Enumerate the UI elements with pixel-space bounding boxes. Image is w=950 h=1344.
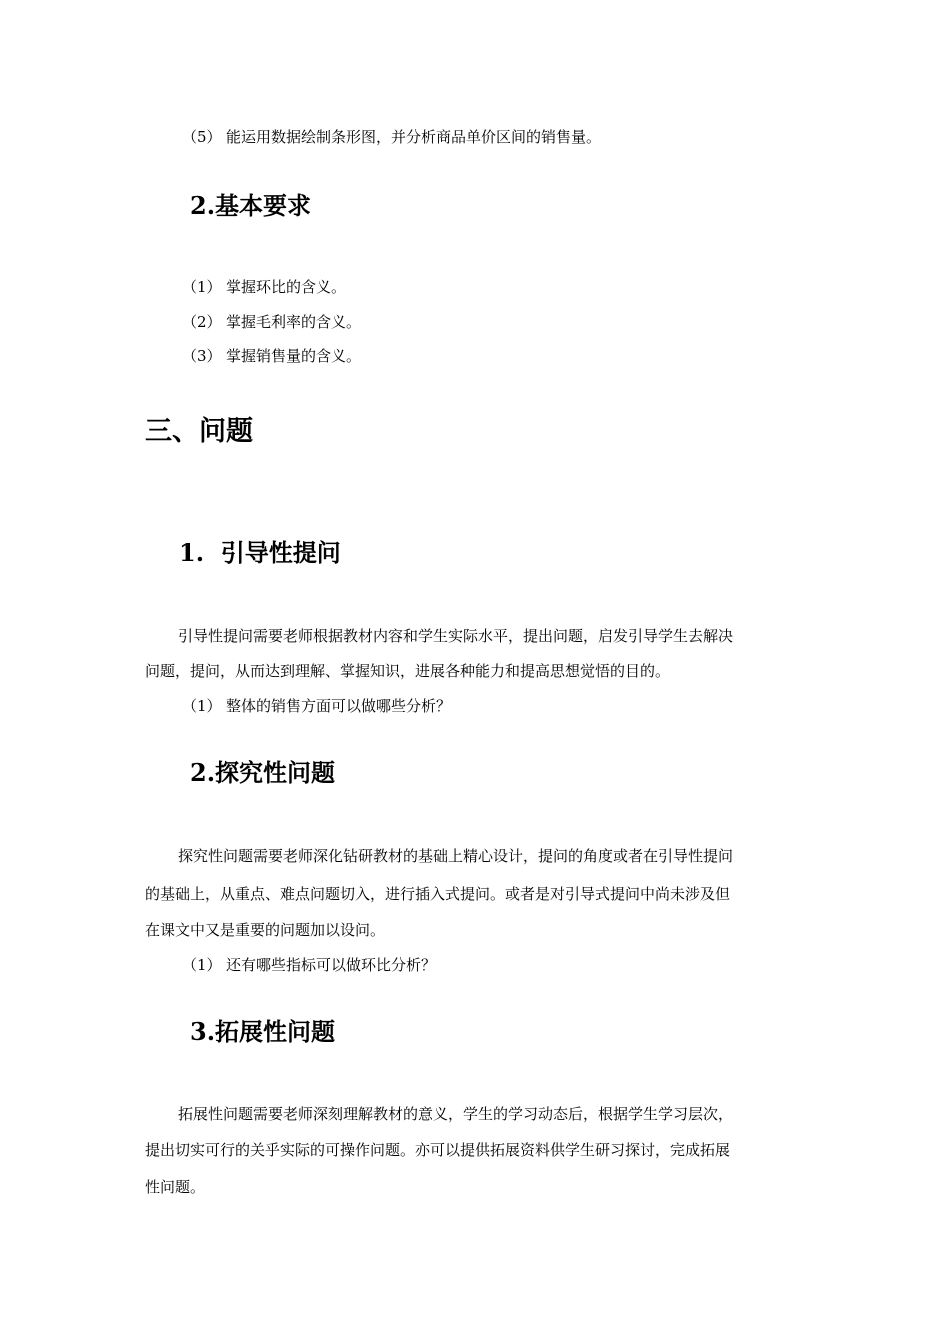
section-heading-exploratory: 2.探究性问题 — [190, 758, 336, 787]
paragraph-line: 性问题。 — [145, 1178, 206, 1196]
chapter-heading-questions: 三、问题 — [145, 416, 253, 447]
list-item-text: 能运用数据绘制条形图，并分析商品单价区间的销售量。 — [226, 128, 602, 146]
list-item-number: （5） — [182, 128, 222, 146]
paragraph-line: 拓展性问题需要老师深刻理解教材的意义，学生的学习动态后，根据学生学习层次， — [178, 1105, 734, 1123]
list-item-text: 掌握毛利率的含义。 — [226, 313, 362, 331]
section-heading-basic-requirements: 2.基本要求 — [190, 191, 312, 220]
paragraph-line: 问题，提问，从而达到理解、掌握知识，进展各种能力和提高思想觉悟的目的。 — [145, 662, 671, 680]
list-item-number: （3） — [182, 347, 222, 365]
section-heading-extension: 3.拓展性问题 — [190, 1017, 336, 1046]
list-item-number: （1） — [182, 697, 222, 715]
list-item — [182, 346, 361, 366]
list-item-text: 整体的销售方面可以做哪些分析？ — [226, 697, 452, 715]
list-item — [182, 696, 451, 716]
paragraph-line: 提出切实可行的关乎实际的可操作问题。亦可以提供拓展资料供学生研习探讨，完成拓展 — [145, 1141, 731, 1159]
list-item-text: 还有哪些指标可以做环比分析？ — [226, 956, 437, 974]
list-item — [182, 955, 436, 975]
list-item-text: 掌握销售量的含义。 — [226, 347, 362, 365]
list-item — [182, 127, 601, 147]
paragraph-line: 引导性提问需要老师根据教材内容和学生实际水平，提出问题，启发引导学生去解决 — [178, 627, 734, 645]
list-item-text: 掌握环比的含义。 — [226, 278, 347, 296]
list-item-number: （1） — [182, 278, 222, 296]
list-item — [182, 312, 361, 332]
list-item-number: （1） — [182, 956, 222, 974]
list-item — [182, 277, 346, 297]
paragraph-line: 在课文中又是重要的问题加以设问。 — [145, 921, 386, 939]
section-heading-guiding: 1. 引导性提问 — [179, 538, 341, 567]
paragraph-line: 探究性问题需要老师深化钻研教材的基础上精心设计，提问的角度或者在引导性提问 — [178, 847, 734, 865]
paragraph-line: 的基础上，从重点、难点问题切入，进行插入式提问。或者是对引导式提问中尚未涉及但 — [145, 885, 731, 903]
list-item-number: （2） — [182, 313, 222, 331]
